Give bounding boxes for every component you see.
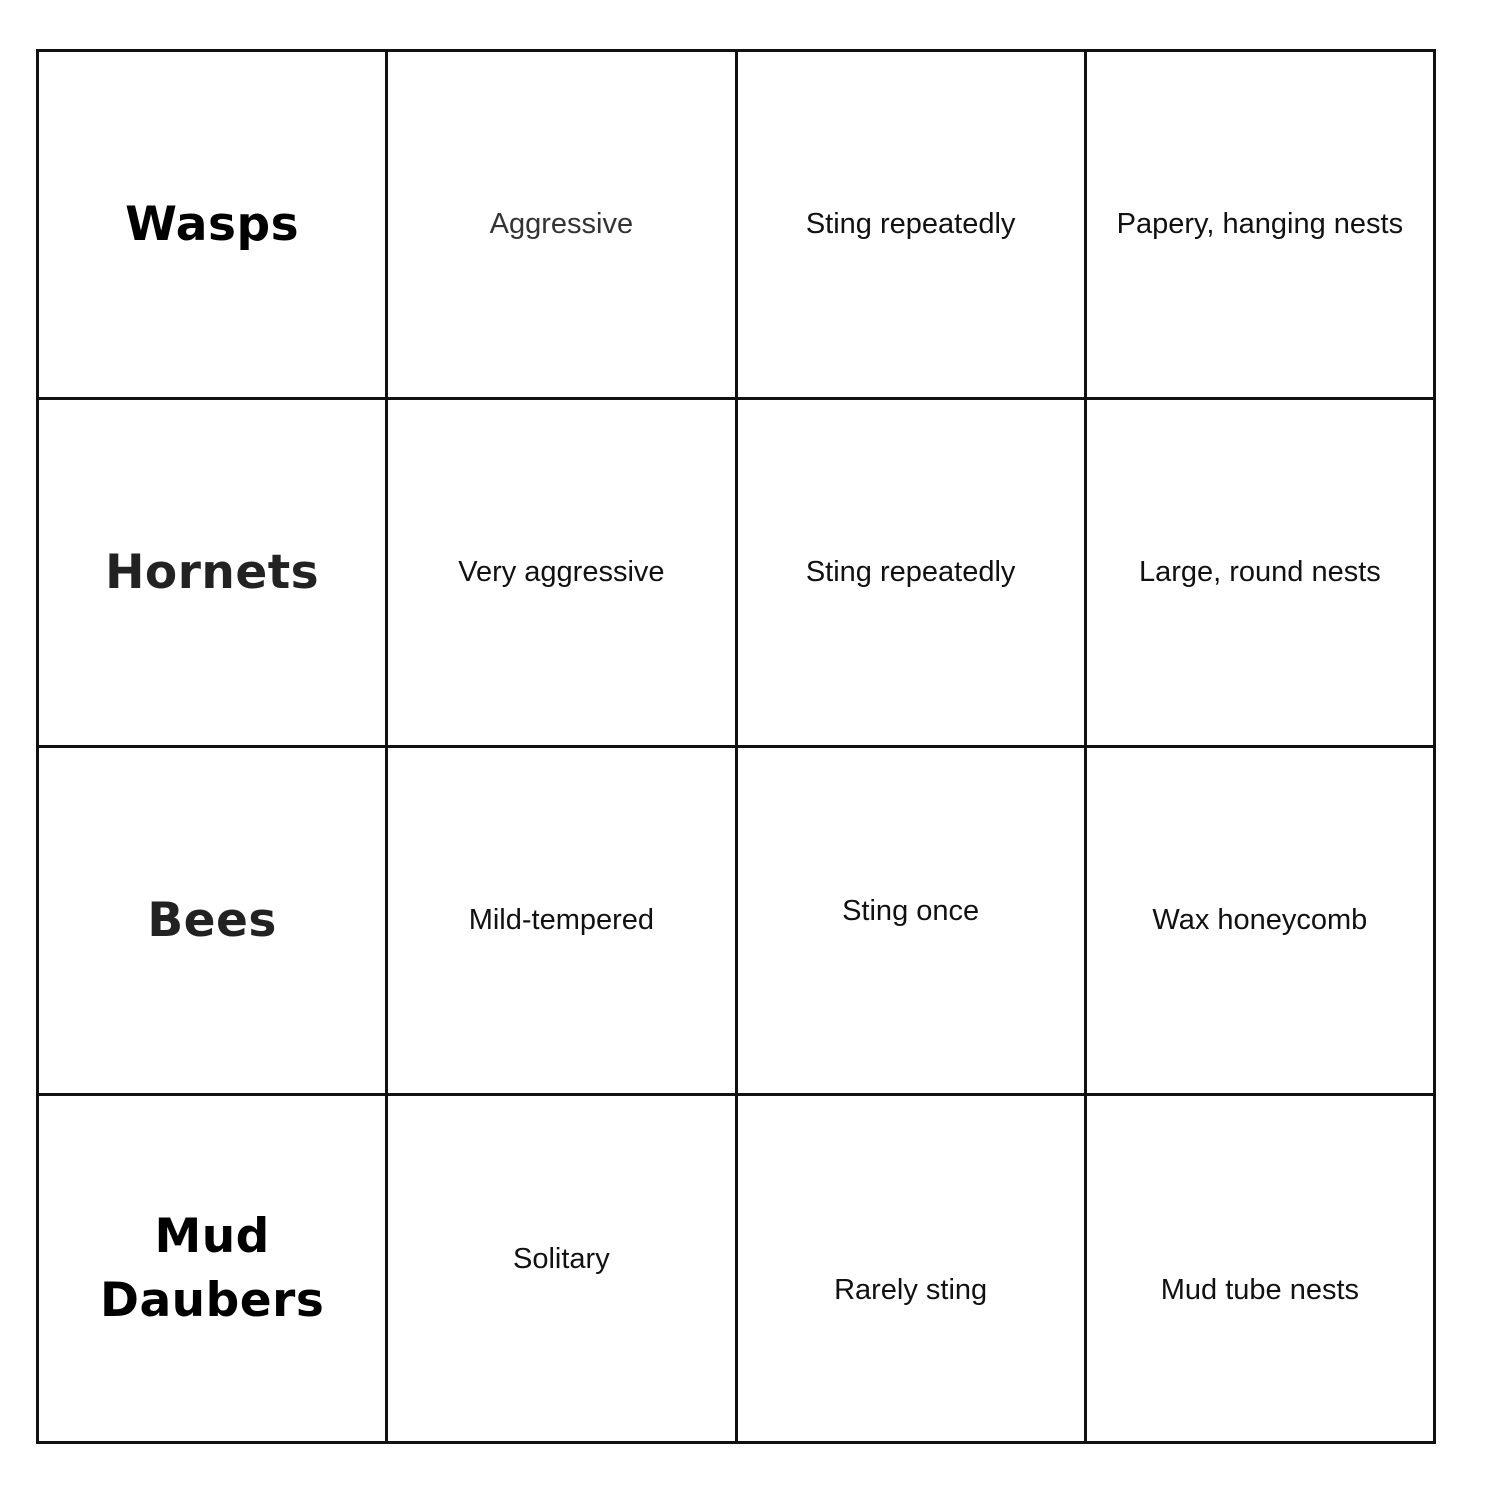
sting-cell: Sting once [736, 747, 1085, 1095]
sting-cell: Sting repeatedly [736, 399, 1085, 747]
table-row [38, 747, 1435, 1095]
temperament-cell: Mild-tempered [387, 747, 736, 1095]
temperament-cell: Solitary [387, 1095, 736, 1443]
table-row [38, 1095, 1435, 1443]
insect-name-cell: Hornets [38, 399, 387, 747]
table-row [38, 399, 1435, 747]
temperament-cell: Very aggressive [387, 399, 736, 747]
temperament-cell: Aggressive [387, 51, 736, 399]
insect-name-cell: Bees [38, 747, 387, 1095]
insect-name-cell: Mud Daubers [38, 1095, 387, 1443]
nest-cell: Papery, hanging nests [1085, 51, 1434, 399]
insect-name-cell: Wasps [38, 51, 387, 399]
table-row [38, 51, 1435, 399]
nest-cell: Large, round nests [1085, 399, 1434, 747]
nest-cell: Wax honeycomb [1085, 747, 1434, 1095]
comparison-table [36, 49, 1436, 1444]
sting-cell: Rarely sting [736, 1095, 1085, 1443]
sting-cell: Sting repeatedly [736, 51, 1085, 399]
nest-cell: Mud tube nests [1085, 1095, 1434, 1443]
